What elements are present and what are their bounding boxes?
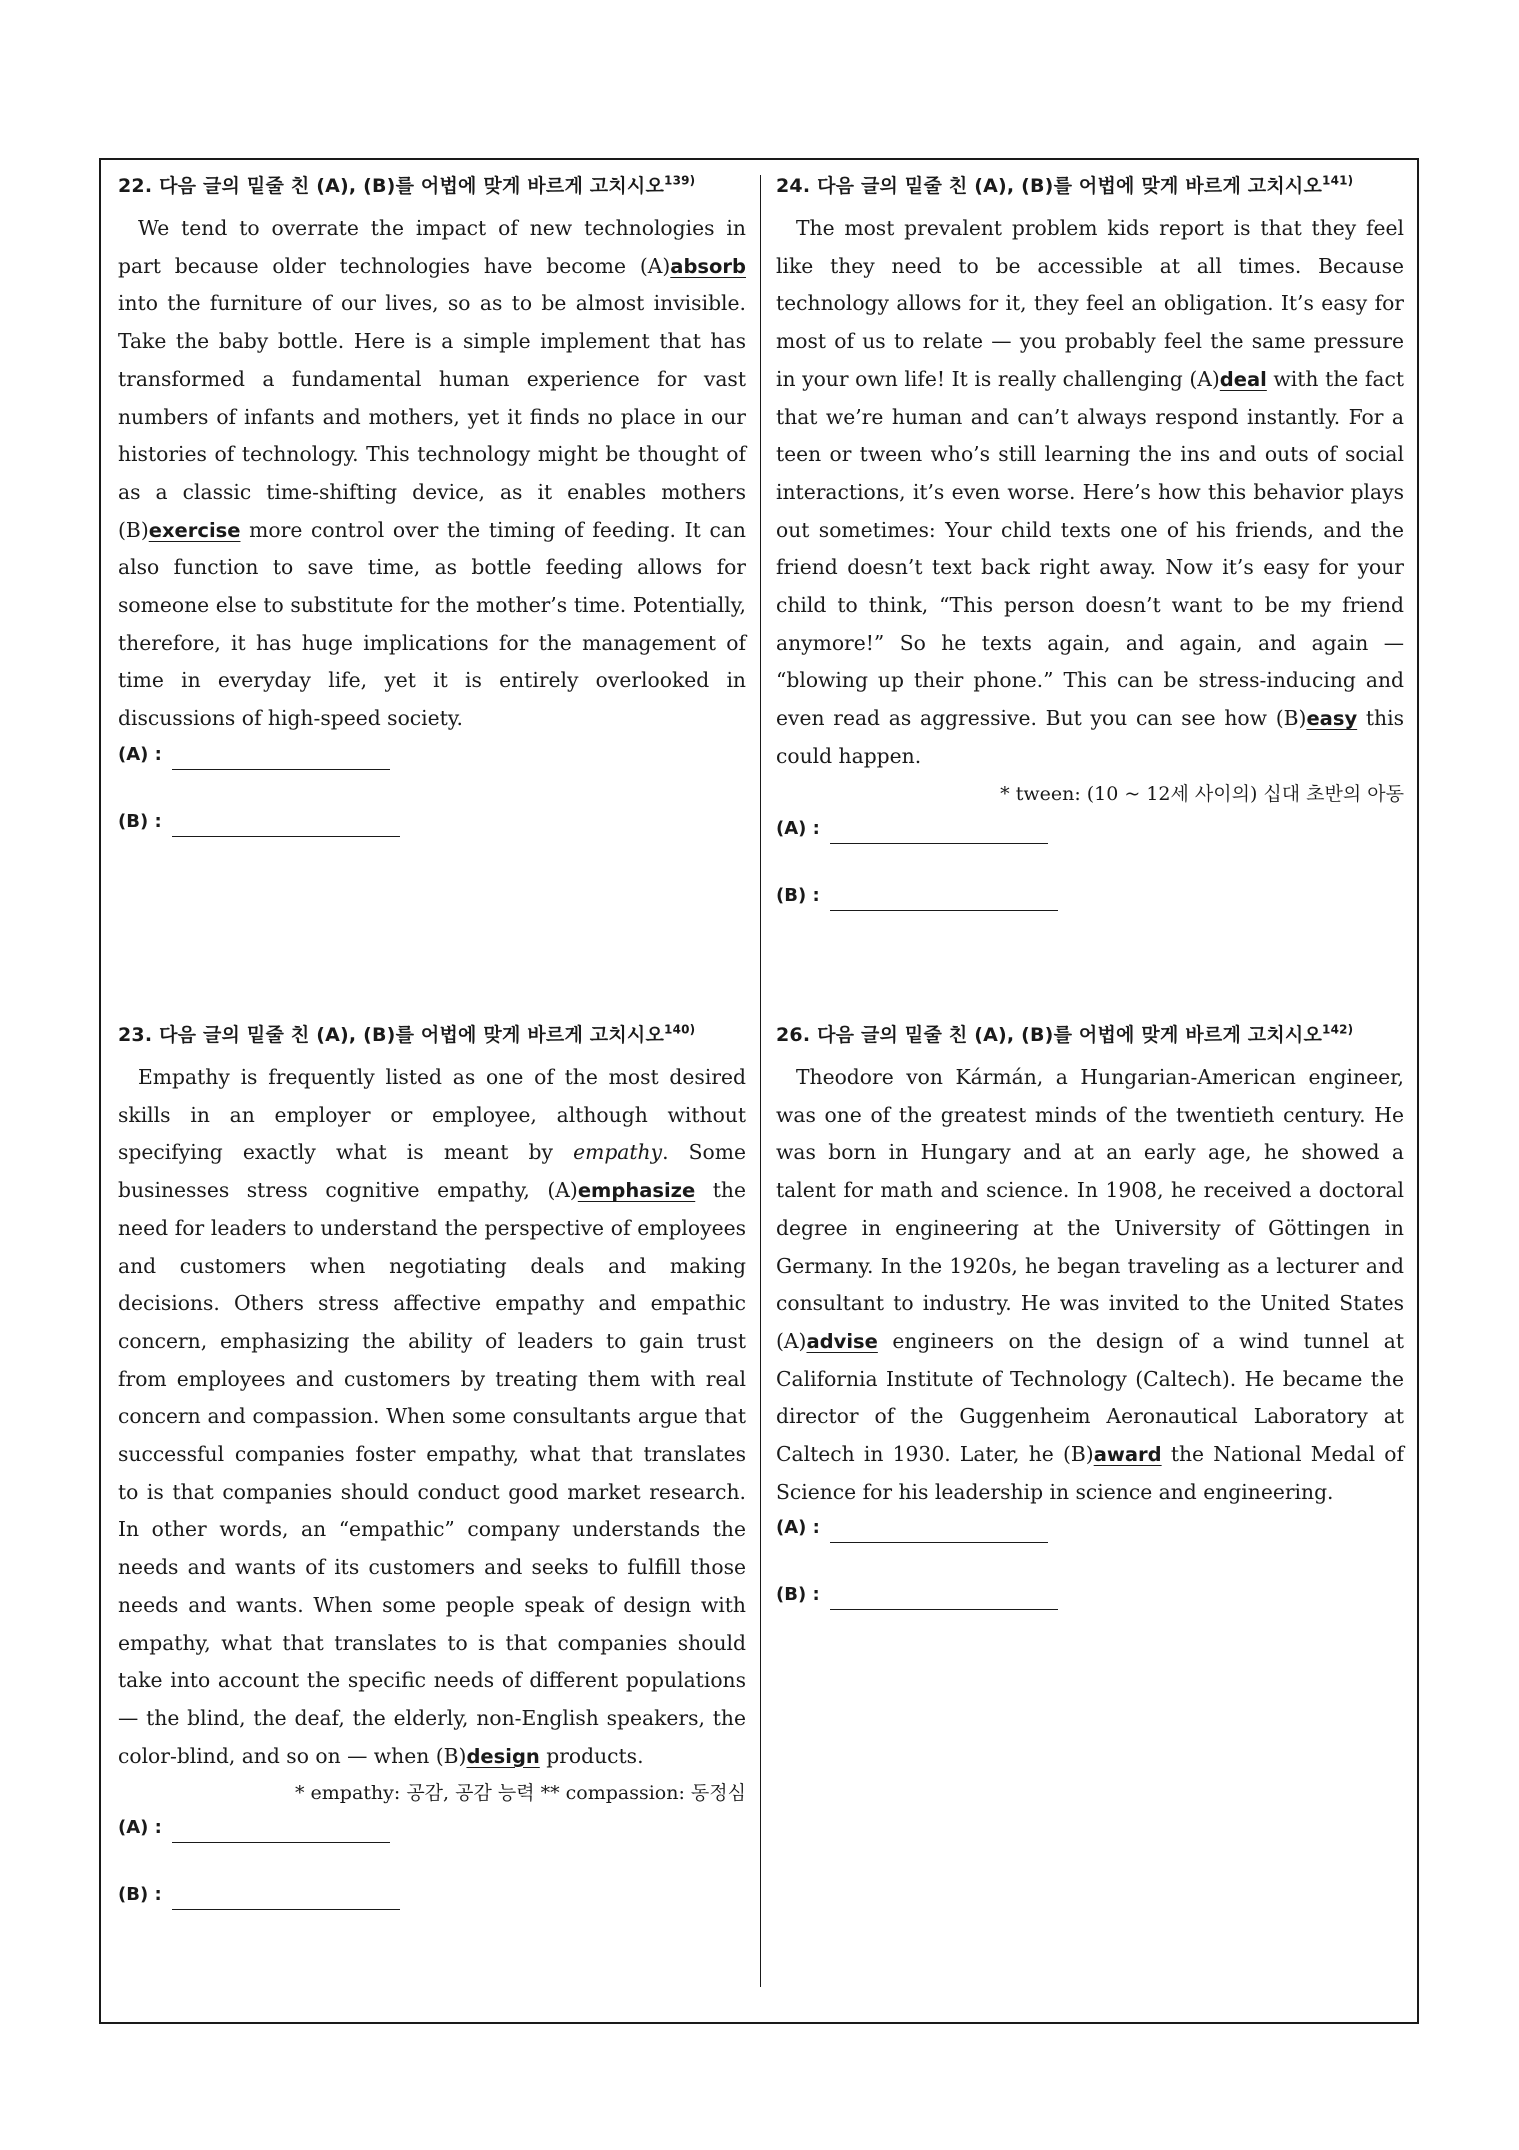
answer-a[interactable]: (A) :	[776, 814, 1404, 844]
underlined-b: design	[466, 1744, 540, 1768]
question-header: 22. 다음 글의 밑줄 친 (A), (B)를 어법에 맞게 바르게 고치시오$^{139)}$	[118, 173, 696, 197]
passage: Theodore von Kármán, a Hungarian-American engineer, was one of the greatest minds of the twentieth century. He was born in Hungary and at an early age, he showed a talent for math and science. In 1908, he received a doctoral degree in engineering at the University of Göttingen in Germany. In the 1920s, he began traveling as a lecturer and consultant to industry. He was invited to the United States (A)advise engineers on the design of a wind tunnel at California Institute of Technology (Caltech). He became the director of the Guggenheim Aeronautical Laboratory at Caltech in 1930. Later, he (B)award the National Medal of Science for his leadership in science and engineering.	[776, 1065, 1405, 1504]
question-26	[776, 1021, 1404, 1610]
question-header: 26. 다음 글의 밑줄 친 (A), (B)를 어법에 맞게 바르게 고치시오$^{142)}$	[776, 1022, 1354, 1046]
answer-blank[interactable]	[830, 888, 1058, 911]
underlined-b: easy	[1306, 707, 1358, 731]
underlined-b: exercise	[148, 518, 241, 542]
italic-term: empathy	[573, 1140, 663, 1165]
answer-blank[interactable]	[172, 747, 390, 770]
footnote-ref: 141)	[1322, 173, 1354, 188]
answer-b[interactable]: (B) :	[118, 1880, 746, 1910]
answer-b[interactable]: (B) :	[118, 807, 746, 837]
answer-blank[interactable]	[172, 1820, 390, 1843]
question-header: 24. 다음 글의 밑줄 친 (A), (B)를 어법에 맞게 바르게 고치시오$^{141)}$	[776, 173, 1354, 197]
answer-blank[interactable]	[172, 1887, 400, 1910]
passage: Empathy is frequently listed as one of the most desired skills in an employer or employee, although without specifying exactly what is meant by empathy. Some businesses stress cognitive empathy, (A)emphasize the need for leaders to understand the perspective of employees and customers when negotiating deals and making decisions. Others stress affective empathy and empathic concern, emphasizing the ability of leaders to gain trust from employees and customers by treating them with real concern and compassion. When some consultants argue that successful companies foster empathy, what that translates to is that companies should conduct good market research. In other words, an “empathic” company understands the needs and wants of its customers and seeks to fulfill those needs and wants. When some people speak of design with empathy, what that translates to is that companies should take into account the specific needs of different populations — the blind, the deaf, the elderly, non-English speakers, the color-blind, and so on — when (B)design products.	[118, 1065, 747, 1768]
vocab-note: * tween: (10 ~ 12세 사이의) 십대 초반의 아동	[1000, 782, 1404, 805]
underlined-b: award	[1093, 1443, 1162, 1467]
column-divider	[760, 175, 761, 1987]
underlined-a: advise	[806, 1329, 878, 1353]
footnote-ref: 139)	[664, 173, 696, 188]
answer-a[interactable]: (A) :	[118, 1813, 746, 1843]
answer-a[interactable]: (A) :	[776, 1513, 1404, 1543]
footnote-ref: 142)	[1322, 1022, 1354, 1037]
underlined-a: emphasize	[577, 1179, 696, 1203]
answer-b[interactable]: (B) :	[776, 881, 1404, 911]
answer-blank[interactable]	[830, 1520, 1048, 1543]
footnote-ref: 140)	[664, 1022, 696, 1037]
question-22	[118, 172, 746, 837]
answer-blank[interactable]	[830, 1587, 1058, 1610]
vocab-note: * empathy: 공감, 공감 능력 ** compassion: 동정심	[294, 1782, 746, 1805]
question-23	[118, 1021, 746, 1910]
passage: We tend to overrate the impact of new technologies in part because older technologies have become (A)absorb into the furniture of our lives, so as to be almost invisible. Take the baby bottle. Here is a simple implement that has transformed a fundamental human experience for vast numbers of infants and mothers, yet it finds no place in our histories of technology. This technology might be thought of as a classic time-shifting device, as it enables mothers (B)exercise more control over the timing of feeding. It can also function to save time, as bottle feeding allows for someone else to substitute for the mother’s time. Potentially, therefore, it has huge implications for the management of time in everyday life, yet it is entirely overlooked in discussions of high-speed society.	[118, 216, 746, 731]
answer-b[interactable]: (B) :	[776, 1580, 1404, 1610]
answer-a[interactable]: (A) :	[118, 740, 746, 770]
question-header: 23. 다음 글의 밑줄 친 (A), (B)를 어법에 맞게 바르게 고치시오$^{140)}$	[118, 1022, 696, 1046]
passage: The most prevalent problem kids report is that they feel like they need to be accessible at all times. Because technology allows for it, they feel an obligation. It’s easy for most of us to relate — you probably feel the same pressure in your own life! It is really challenging (A)deal with the fact that we’re human and can’t always respond instantly. For a teen or tween who’s still learning the ins and outs of social interactions, it’s even worse. Here’s how this behavior plays out sometimes: Your child texts one of his friends, and the friend doesn’t text back right away. Now it’s easy for your child to think, “This person doesn’t want to be my friend anymore!” So he texts again, and again, and again — “blowing up their phone.” This can be stress-inducing and even read as aggressive. But you can see how (B)easy this could happen.	[776, 216, 1404, 768]
answer-blank[interactable]	[830, 821, 1048, 844]
answer-blank[interactable]	[172, 814, 400, 837]
question-24	[776, 172, 1404, 911]
underlined-a: absorb	[670, 254, 746, 278]
underlined-a: deal	[1219, 367, 1267, 391]
